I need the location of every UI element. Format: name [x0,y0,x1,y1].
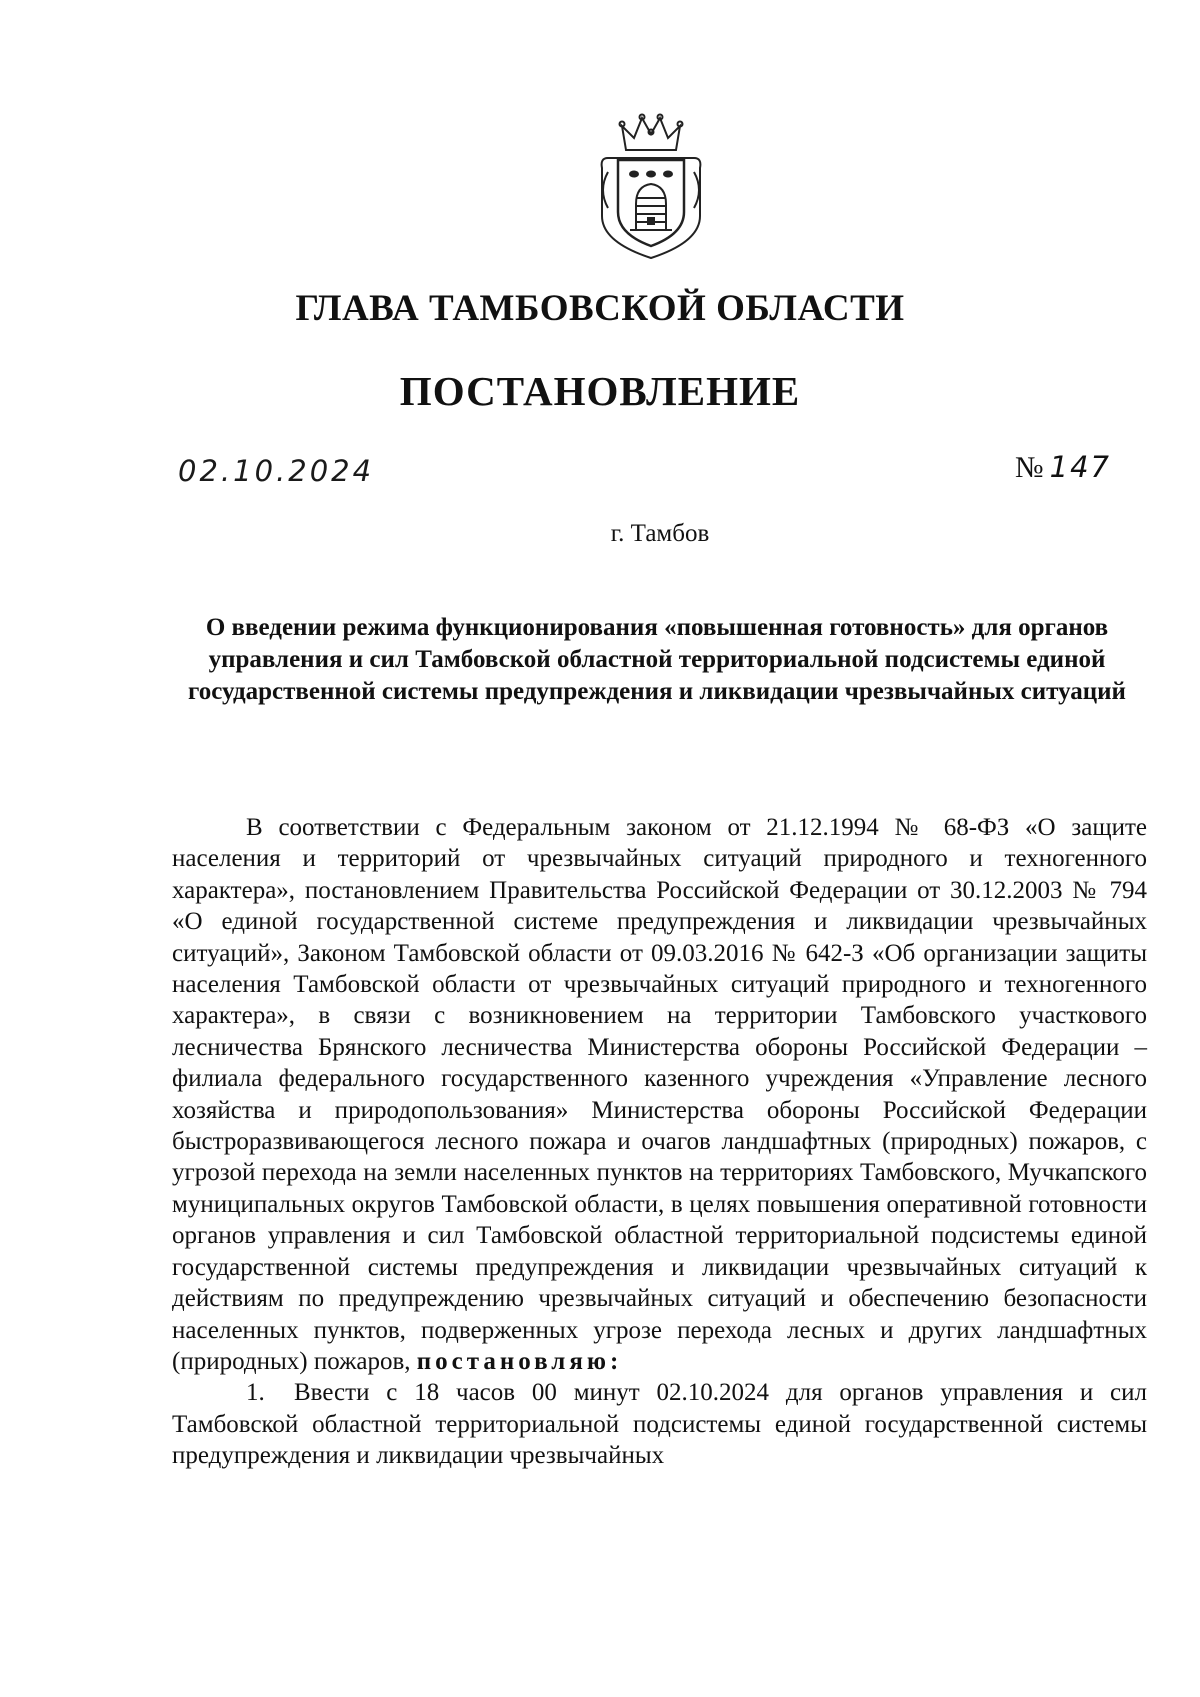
coat-of-arms-icon [596,112,706,262]
document-title: О введении режима функционирования «повышенная готовность» для органов управления и сил Тамбовской областной территориальной подсистемы единой государственной системы предупреждения и ликвидации чрезвычайных ситуаций [188,614,1126,705]
decree-word: постановляю: [416,1347,623,1375]
number-label: № [1015,451,1044,484]
number-value: 147 [1049,450,1111,484]
document-date: 02.10.2024 [178,454,375,488]
preamble-paragraph [172,812,1147,1377]
item-1-number: 1. [246,1379,265,1407]
document-number [1015,450,1111,485]
document-body [172,812,1147,1472]
document-type: ПОСТАНОВЛЕНИЕ [399,368,801,414]
issuing-authority: ГЛАВА ТАМБОВСКОЙ ОБЛАСТИ [295,288,905,329]
preamble-text: В соответствии с Федеральным законом от 21.12.1994 № 68-ФЗ «О защите населения и территорий от чрезвычайных ситуаций природного и техногенного характера», постановлением Правительства Российской Федерации от 30.12.2003 № 794 «О единой государственной системе предупреждения и ликвидации чрезвычайных ситуаций», Законом Тамбовской области от 09.03.2016 № 642-З «Об организации защиты населения Тамбовской области от чрезвычайных ситуаций природного и техногенного характера», в связи с возникновением на территории Тамбовского участкового лесничества Брянского лесничества Министерства обороны Российской Федерации – филиала федерального государственного казенного учреждения «Управление лесного хозяйства и природопользования» Министерства обороны Российской Федерации быстроразвивающегося лесного пожара и очагов ландшафтных (природных) пожаров, с угрозой перехода на земли населенных пунктов на территориях Тамбовского, Мучкапского муниципальных округов Тамбовской области, в целях повышения оперативной готовности органов управления и сил Тамбовской областной территориальной подсистемы единой государственной системы предупреждения и ликвидации чрезвычайных ситуаций к действиям по предупреждению чрезвычайных ситуаций и обеспечению безопасности населенных пунктов, подверженных угрозе перехода лесных и других ландшафтных (природных) пожаров, [172,814,1147,1375]
item-1-text: Ввести с 18 часов 00 минут 02.10.2024 для органов управления и сил Тамбовской областной территориальной подсистемы единой государственной системы предупреждения и ликвидации чрезвычайных [172,1379,1147,1470]
city: г. Тамбов [610,520,710,547]
item-1-paragraph [172,1377,1147,1471]
